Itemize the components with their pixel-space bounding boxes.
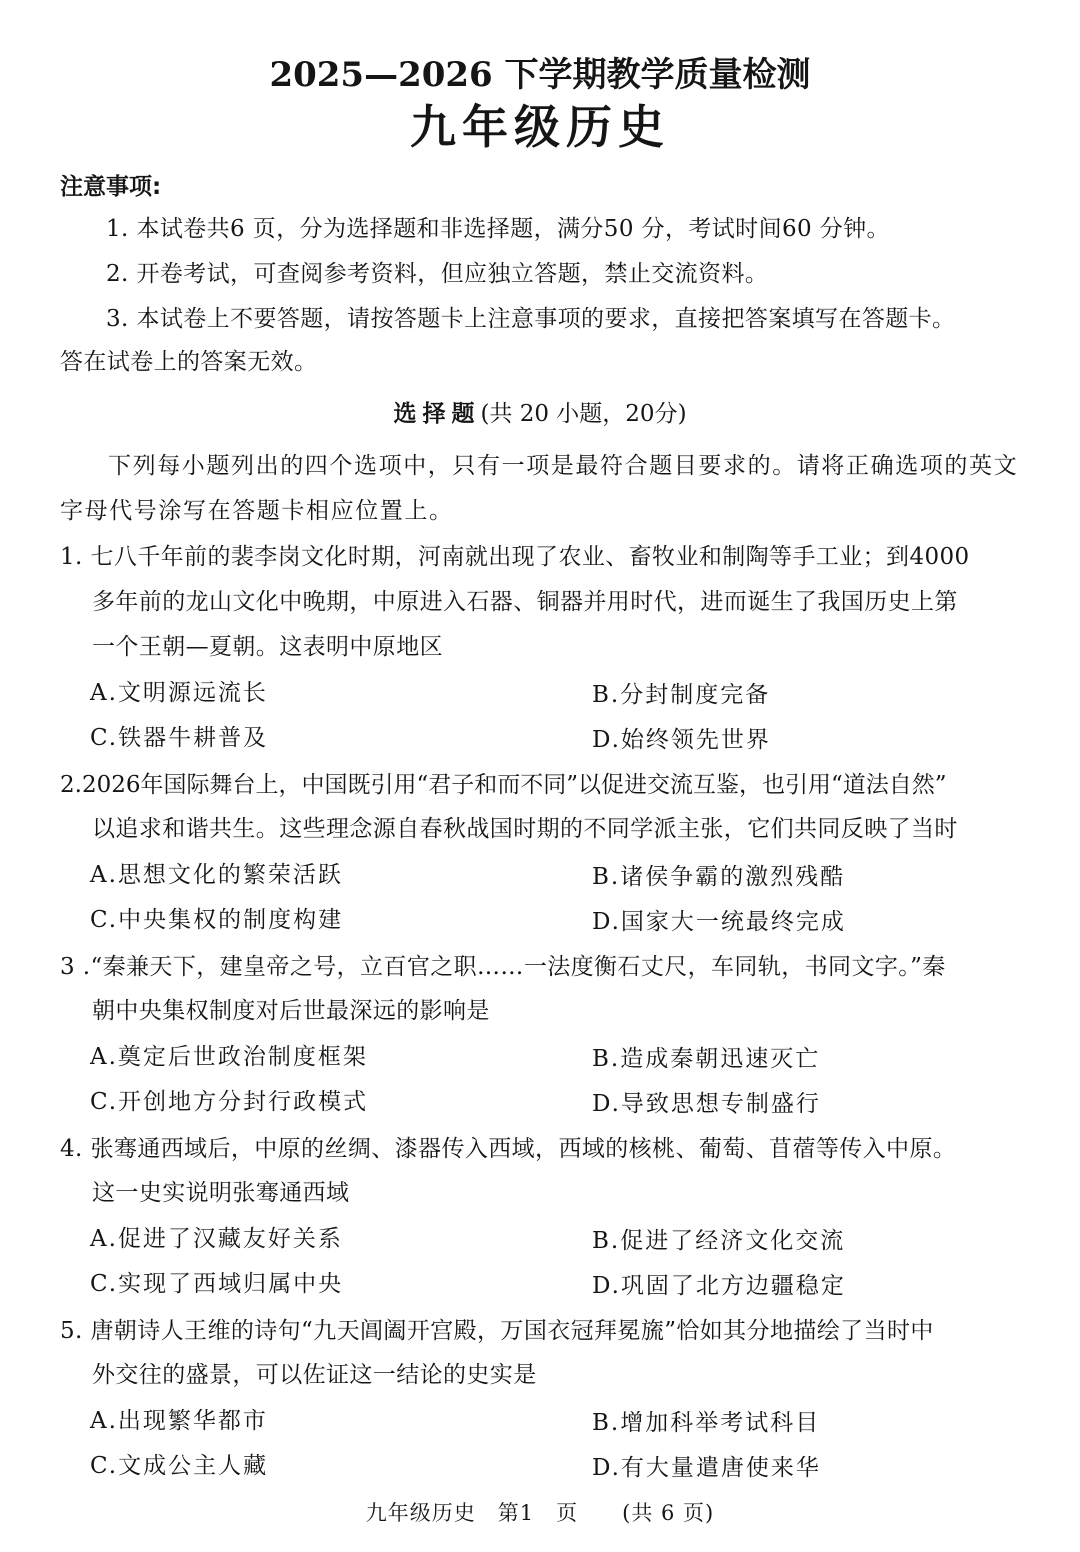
question-5-option-a: A.出现繁华都市 — [90, 1408, 268, 1434]
note-item-2: 2. 开卷考试，可查阅参考资料，但应独立答题，禁止交流资料。 — [106, 261, 769, 287]
question-4-stem: 4. 张骞通西域后，中原的丝绸、漆器传入西域，西域的核桃、葡萄、苜蓿等传入中原。 — [60, 1136, 957, 1162]
notes-heading: 注意事项: — [60, 174, 162, 200]
question-2-option-b: B.诸侯争霸的激烈残酷 — [592, 864, 846, 890]
question-1-stem-line-2: 多年前的龙山文化中晚期，中原进入石器、铜器并用时代，进而诞生了我国历史上第 — [92, 589, 958, 615]
question-2-stem-line-2: 以追求和谐共生。这些理念源自春秋战国时期的不同学派主张，它们共同反映了当时 — [92, 816, 958, 842]
section-heading — [0, 403, 1080, 426]
question-4-option-d: D.巩固了北方边疆稳定 — [592, 1273, 846, 1299]
question-4-option-a: A.促进了汉藏友好关系 — [90, 1226, 343, 1252]
section-instruction: 下列每小题列出的四个选项中，只有一项是最符合题目要求的。请将正确选项的英文 — [108, 453, 1019, 479]
question-5-option-b: B.增加科举考试科目 — [592, 1410, 821, 1436]
section-detail: (共 20 小题，20分) — [480, 401, 687, 427]
note-item-3: 3. 本试卷上不要答题，请按答题卡上注意事项的要求，直接把答案填写在答题卡。 — [106, 306, 956, 332]
exam-subject-title: 九年级历史 — [410, 100, 670, 154]
question-3-option-a: A.奠定后世政治制度框架 — [90, 1044, 368, 1070]
question-5-option-c: C.文成公主人藏 — [90, 1453, 269, 1479]
question-3-stem-line-2: 朝中央集权制度对后世最深远的影响是 — [92, 998, 490, 1024]
question-1-stem: 1. 七八千年前的裴李岗文化时期，河南就出现了农业、畜牧业和制陶等手工业；到4000 — [60, 544, 970, 570]
page-footer: 九年级历史 第1 页 (共 6 页) — [365, 1501, 715, 1525]
question-2-option-c: C.中央集权的制度构建 — [90, 907, 344, 933]
question-3-option-b: B.造成秦朝迅速灭亡 — [592, 1046, 821, 1072]
section-label: 选择题 — [393, 401, 481, 427]
question-2-option-d: D.国家大一统最终完成 — [592, 909, 846, 935]
question-1-option-d: D.始终领先世界 — [592, 727, 771, 753]
question-4-option-c: C.实现了西域归属中央 — [90, 1271, 344, 1297]
question-3-stem: 3 .“秦兼天下，建皇帝之号，立百官之职……一法度衡石丈尺，车同轨，书同文字。”秦 — [60, 954, 946, 980]
question-5-option-d: D.有大量遣唐使来华 — [592, 1455, 821, 1481]
question-4-stem-line-2: 这一史实说明张骞通西域 — [92, 1180, 350, 1206]
question-1-option-c: C.铁器牛耕普及 — [90, 725, 269, 751]
question-2-option-a: A.思想文化的繁荣活跃 — [90, 862, 343, 888]
question-2-stem: 2.2026年国际舞台上，中国既引用“君子和而不同”以促进交流互鉴，也引用“道法自然” — [60, 772, 947, 798]
question-1-option-b: B.分封制度完备 — [592, 682, 771, 708]
note-item-1: 1. 本试卷共6 页，分为选择题和非选择题，满分50 分，考试时间60 分钟。 — [106, 216, 890, 242]
question-3-option-d: D.导致思想专制盛行 — [592, 1091, 821, 1117]
question-4-option-b: B.促进了经济文化交流 — [592, 1228, 846, 1254]
note-item-3-continued: 答在试卷上的答案无效。 — [60, 349, 318, 375]
section-instruction-continued: 字母代号涂写在答题卡相应位置上。 — [60, 498, 454, 524]
exam-title: 2025—2026 下学期教学质量检测 — [269, 55, 811, 95]
question-1-option-a: A.文明源远流长 — [90, 680, 268, 706]
question-5-stem-line-2: 外交往的盛景，可以佐证这一结论的史实是 — [92, 1362, 537, 1388]
question-1-stem-line-3: 一个王朝—夏朝。这表明中原地区 — [92, 634, 443, 660]
question-3-option-c: C.开创地方分封行政模式 — [90, 1089, 369, 1115]
question-5-stem: 5. 唐朝诗人王维的诗句“九天阊阖开宫殿，万国衣冠拜冕旒”恰如其分地描绘了当时中 — [60, 1318, 934, 1344]
